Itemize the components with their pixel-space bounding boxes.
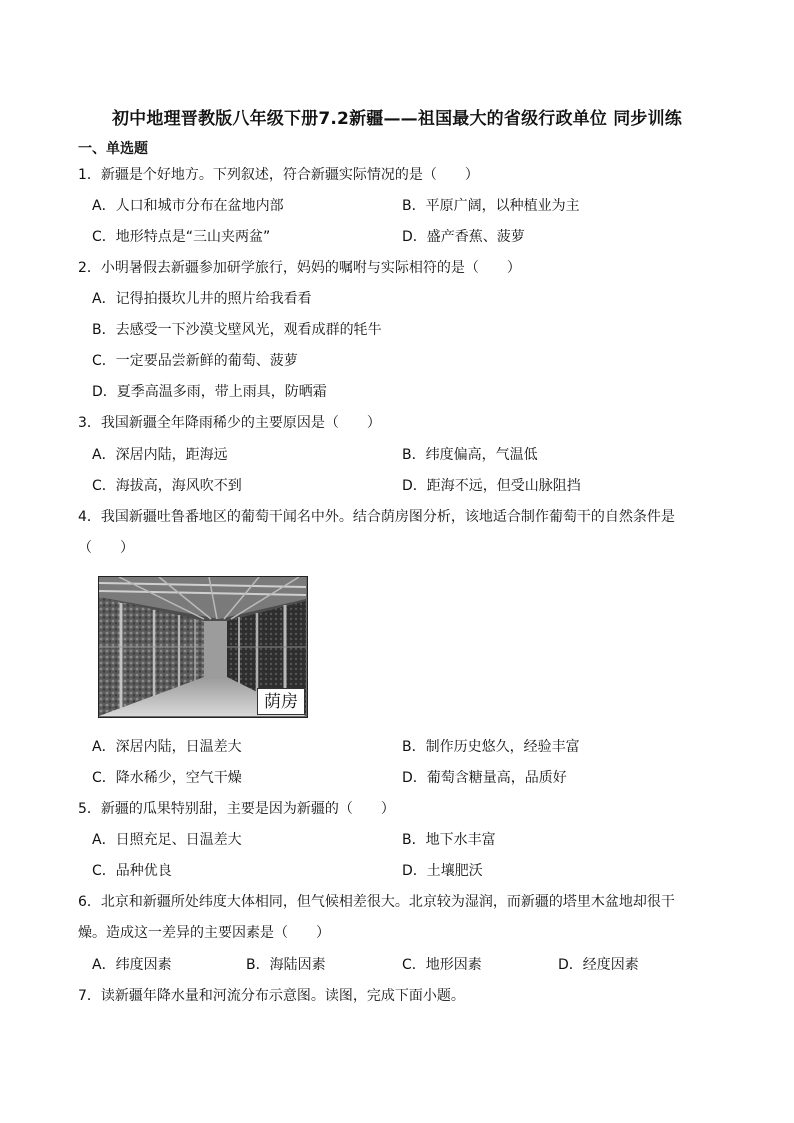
question-5-option-b[interactable]: B．地下水丰富: [402, 832, 496, 848]
question-3-option-b[interactable]: B．纬度偏高，气温低: [402, 447, 538, 463]
question-4-option-a[interactable]: A．深居内陆，日温差大: [92, 739, 242, 755]
question-2-option-a[interactable]: A．记得拍摄坎儿井的照片给我看看: [92, 291, 312, 307]
question-5-stem: 5．新疆的瓜果特别甜，主要是因为新疆的（ ）: [78, 801, 395, 817]
question-4-option-c[interactable]: C．降水稀少，空气干燥: [92, 770, 242, 786]
question-4-option-b[interactable]: B．制作历史悠久，经验丰富: [402, 739, 580, 755]
question-3-option-c[interactable]: C．海拔高，海风吹不到: [92, 478, 242, 494]
question-6-option-a[interactable]: A．纬度因素: [92, 957, 172, 973]
question-5-option-c[interactable]: C．品种优良: [92, 863, 172, 879]
question-6-option-b[interactable]: B．海陆因素: [246, 957, 326, 973]
question-6-stem-line-1: 6．北京和新疆所处纬度大体相同，但气候相差很大。北京较为湿润，而新疆的塔里木盆地却很干: [78, 894, 675, 910]
question-2-option-c[interactable]: C．一定要品尝新鲜的葡萄、菠萝: [92, 353, 298, 369]
question-7-stem: 7．读新疆年降水量和河流分布示意图。读图，完成下面小题。: [78, 988, 465, 1004]
question-4-option-d[interactable]: D．葡萄含糖量高，品质好: [402, 770, 567, 786]
question-3-stem: 3．我国新疆全年降雨稀少的主要原因是（ ）: [78, 415, 381, 431]
question-6-option-d[interactable]: D．经度因素: [558, 957, 639, 973]
question-1-option-c[interactable]: C．地形特点是“三山夹两盆”: [92, 229, 271, 245]
question-5-option-d[interactable]: D．土壤肥沃: [402, 863, 483, 879]
question-3-option-a[interactable]: A．深居内陆，距海远: [92, 447, 228, 463]
question-2-option-b[interactable]: B．去感受一下沙漠戈壁风光，观看成群的牦牛: [92, 322, 382, 338]
question-6-option-c[interactable]: C．地形因素: [402, 957, 482, 973]
section-heading: 一、单选题: [78, 141, 148, 157]
question-1-stem: 1．新疆是个好地方。下列叙述，符合新疆实际情况的是（ ）: [78, 167, 479, 183]
shade-house-photo: [98, 576, 308, 718]
page-title: 初中地理晋教版八年级下册7.2新疆——祖国最大的省级行政单位 同步训练: [111, 109, 683, 129]
question-6-stem-line-2: 燥。造成这一差异的主要因素是（ ）: [78, 925, 330, 941]
question-4-stem-line-1: 4．我国新疆吐鲁番地区的葡萄干闻名中外。结合荫房图分析，该地适合制作葡萄干的自然条件是: [78, 509, 675, 525]
question-2-stem: 2．小明暑假去新疆参加研学旅行，妈妈的嘱咐与实际相符的是（ ）: [78, 260, 521, 276]
question-3-option-d[interactable]: D．距海不远，但受山脉阻挡: [402, 478, 581, 494]
question-1-option-b[interactable]: B．平原广阔，以种植业为主: [402, 198, 580, 214]
question-1-option-d[interactable]: D．盛产香蕉、菠萝: [402, 229, 525, 245]
question-2-option-d[interactable]: D．夏季高温多雨，带上雨具，防晒霜: [92, 384, 327, 400]
question-4-stem-line-2: （ ）: [78, 540, 134, 556]
question-1-option-a[interactable]: A．人口和城市分布在盆地内部: [92, 198, 284, 214]
question-5-option-a[interactable]: A．日照充足、日温差大: [92, 832, 242, 848]
photo-caption: 荫房: [257, 688, 305, 715]
